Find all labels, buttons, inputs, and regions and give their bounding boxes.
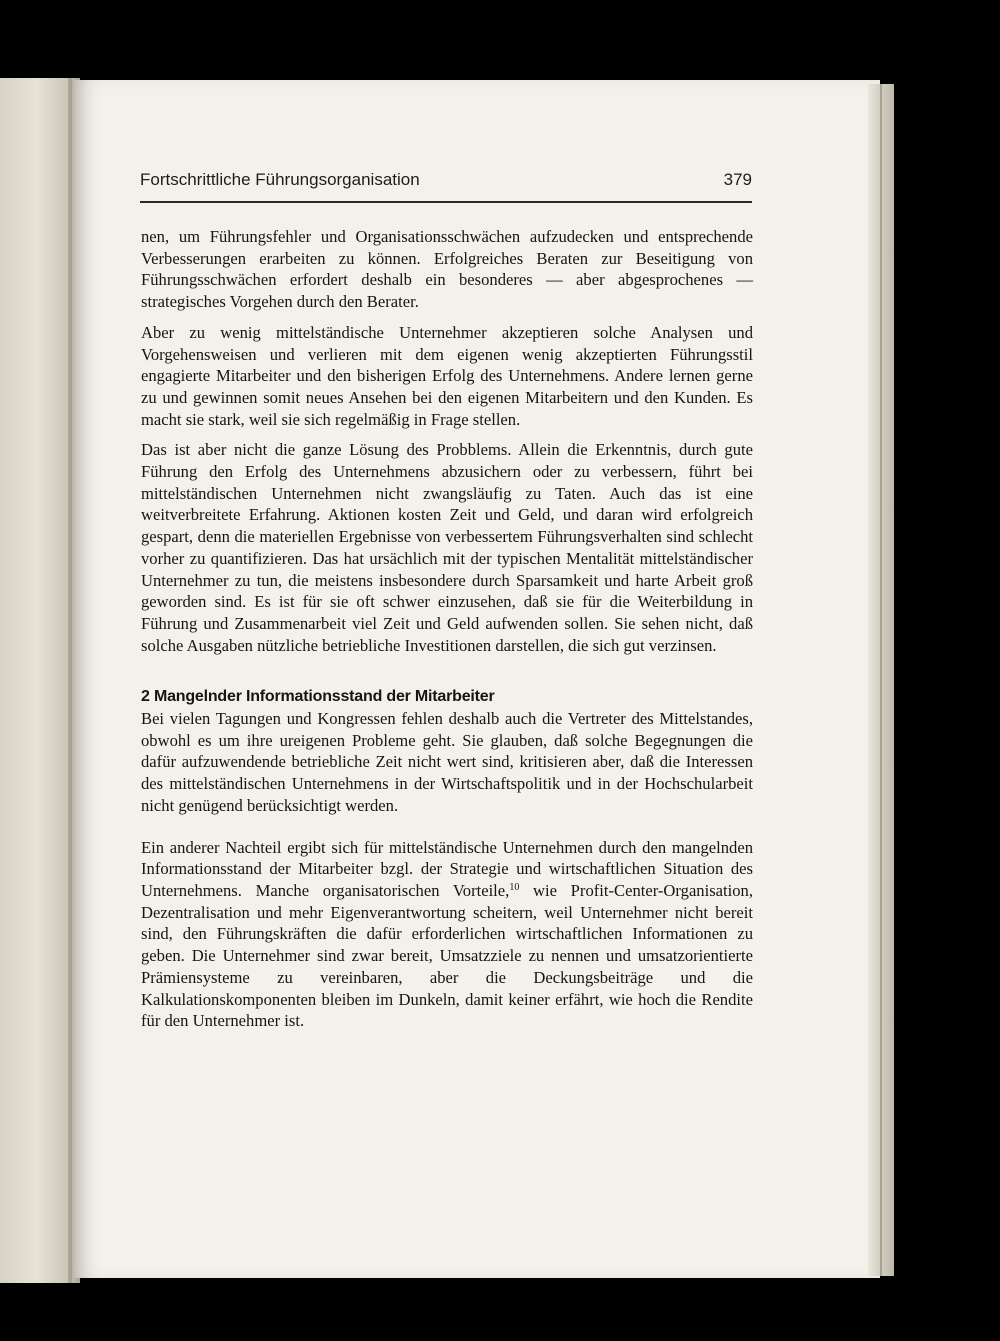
facing-page-edge — [0, 78, 80, 1283]
paragraph: nen, um Führungsfehler und Organisationsschwächen aufzudecken und entsprechende Verbesserungen erarbeiten zu können. Erfolgreiches Beraten zur Beseitigung von Führungsschwächen erfordert deshalb ein besonderes — aber abgesprochenes — strategisches Vorgehen durch den Berater. — [141, 227, 753, 312]
paragraph: Das ist aber nicht die ganze Lösung des Probblems. Allein die Erkenntnis, durch gute Führung den Erfolg des Unternehmens abzusichern oder zu verbessern, führt bei mittelständischen Unternehmen nicht zwangsläufig zu Taten. Auch das ist eine weitverbreitete Erfahrung. Aktionen kosten Zeit und Geld, und daran wird erfolgreich gespart, denn die materiellen Ergebnisse von verbessertem Führungsverhalten sind schlecht vorher zu quantifizieren. Das hat ursächlich mit der typischen Mentalität mittelständischer Unternehmer zu tun, die meistens insbesondere durch Sparsamkeit und harte Arbeit groß geworden sind. Es ist für sie oft schwer einzusehen, daß sie für die Weiterbildung in Führung und Zusammenarbeit viel Zeit und Geld aufwenden sollen. Sie sehen nicht, daß solche Ausgaben nützliche betriebliche Investitionen darstellen, die sich gut verzinsen. — [141, 440, 753, 655]
section-heading: 2 Mangelnder Informationsstand der Mitarbeiter — [141, 688, 495, 706]
paragraph: Aber zu wenig mittelständische Unternehmer akzeptieren solche Analysen und Vorgehensweisen und verlieren mit dem eigenen wenig akzeptierten Führungsstil engagierte Mitarbeiter und den bisherigen Erfolg des Unternehmens. Andere lernen gerne zu und gewinnen somit neues Ansehen bei den eigenen Mitarbeitern und den Kunden. Es macht sie stark, weil sie sich regelmäßig in Frage stellen. — [141, 322, 753, 429]
running-title: Fortschrittliche Führungsorganisation — [140, 170, 420, 189]
paragraph-text: Ein anderer Nachteil ergibt sich für mittelständische Unternehmen durch den mangelnden Informationsstand der Mitarbeiter bzgl. der Strategie und wirtschaftlichen Situation des Unternehmens. Manche organisatorischen Vorteile, — [141, 837, 753, 900]
footnote-marker: 10 — [509, 881, 520, 893]
paragraph — [141, 837, 753, 1032]
paragraph: Bei vielen Tagungen und Kongressen fehlen deshalb auch die Vertreter des Mittelstandes, obwohl es um ihre ureigenen Probleme geht. Sie glauben, daß solche Begegnungen die dafür aufzuwendende betriebliche Zeit nicht wert sind, kritisieren aber, daß die Interessen des mittelständischen Unternehmens in der Wirtschaftspolitik und in der Hochschularbeit nicht genügend berücksichtigt werden. — [141, 709, 753, 815]
body-text — [141, 226, 753, 1032]
paragraph-text: wie Profit-Center-Organisation, Dezentralisation und mehr Eigenverantwortung scheitern, weil Unternehmer nicht bereit sind, den Führungskräften die dafür erforderlichen wirtschaftlichen Informationen zu geben. Die Unternehmer sind zwar bereit, Umsatzziele zu nennen und umsatzorientierte Prämiensysteme zu vereinbaren, aber die Deckungsbeiträge und die Kalkulationskomponenten bleiben im Dunkeln, damit keiner erfährt, wie hoch die Rendite für den Unternehmer ist. — [141, 880, 753, 1031]
running-header — [140, 170, 752, 190]
header-rule — [140, 201, 752, 203]
page-stack-edge — [868, 84, 894, 1276]
page-number: 379 — [723, 170, 752, 189]
